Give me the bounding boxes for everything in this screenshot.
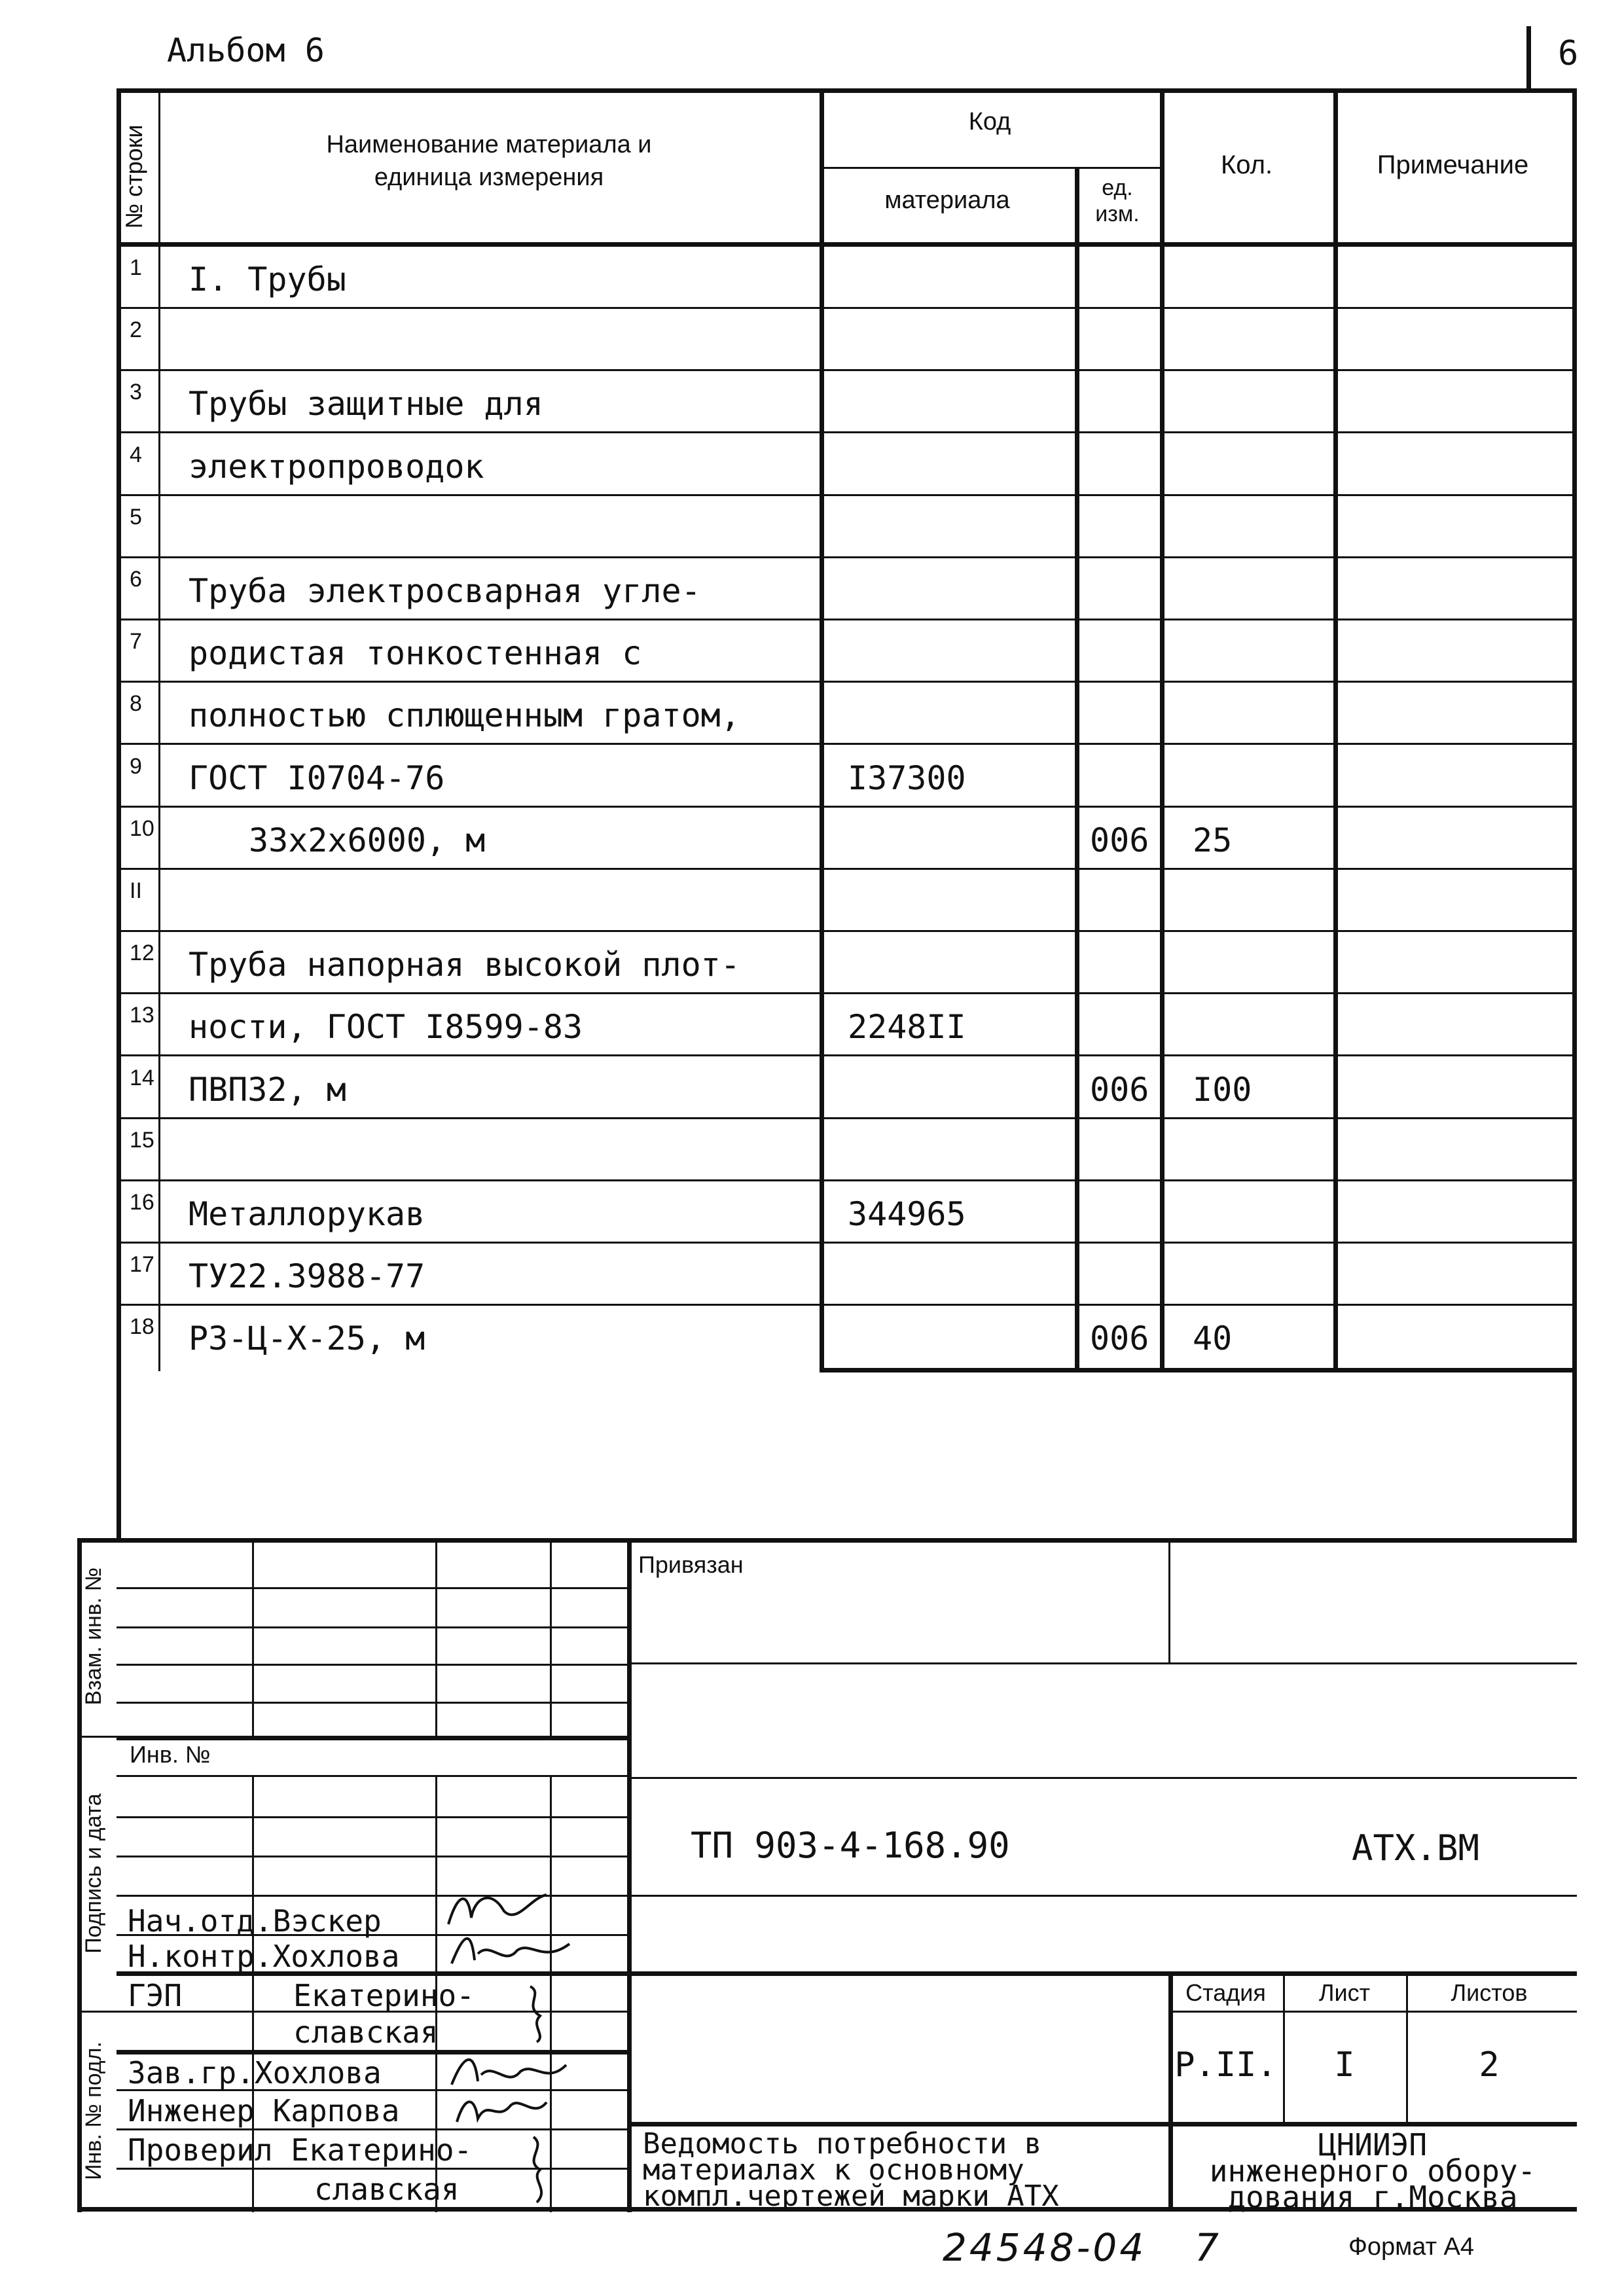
album-label: Альбом 6 <box>167 31 325 69</box>
right-h1 <box>627 1662 1577 1664</box>
person-8-name: славская <box>314 2172 460 2207</box>
sheet-value: I <box>1334 2045 1355 2085</box>
row-number: 8 <box>130 691 142 716</box>
header-bottom <box>117 242 1577 247</box>
row-number: 18 <box>130 1314 154 1339</box>
row-separator <box>117 1304 1577 1306</box>
right-h4 <box>627 1971 1577 1976</box>
row-number: 14 <box>130 1066 154 1090</box>
row-separator <box>117 992 1577 994</box>
side-label-inv-podl: Инв. № подл. <box>81 2041 106 2180</box>
material-code: 344965 <box>848 1195 966 1233</box>
table-bottom <box>820 1368 1577 1372</box>
material-code: 2248II <box>848 1008 966 1046</box>
sheets-label: Листов <box>1451 1979 1528 2006</box>
stage-h1 <box>1168 2011 1577 2013</box>
signature-6-icon <box>517 2130 563 2206</box>
material-name: ности, ГОСТ I8599-83 <box>189 1008 583 1046</box>
right-h2 <box>627 1777 1577 1779</box>
material-name: электропроводок <box>189 448 484 486</box>
quantity: 40 <box>1193 1319 1233 1357</box>
side-label-vzam: Взам. инв. № <box>81 1567 106 1706</box>
row-number: 7 <box>130 629 142 654</box>
stage-value: Р.II. <box>1174 2045 1277 2085</box>
doc-title-line1: Ведомость потребности в <box>643 2127 1042 2161</box>
doc-mark: АТХ.ВМ <box>1352 1827 1480 1869</box>
row-separator <box>117 743 1577 745</box>
row-separator <box>117 806 1577 808</box>
row-separator <box>117 868 1577 870</box>
grid-h1 <box>117 1587 627 1589</box>
grid-h7 <box>117 1816 627 1818</box>
org-line2: инженерного обору- <box>1209 2153 1536 2189</box>
doc-title-line2: материалах к основному <box>643 2153 1024 2187</box>
row-separator <box>117 369 1577 371</box>
privyazan-split <box>1168 1538 1170 1662</box>
org-line1: ЦНИИЭП <box>1318 2127 1428 2162</box>
grid-h2 <box>117 1626 627 1628</box>
frame-right <box>1572 88 1577 1538</box>
quantity: 25 <box>1193 821 1233 859</box>
grid-h6 <box>117 1775 627 1777</box>
header-note: Примечание <box>1377 151 1529 179</box>
material-code: I37300 <box>848 759 966 797</box>
row-number: 5 <box>130 505 142 529</box>
material-name: Р3-Ц-Х-25, м <box>189 1319 425 1357</box>
header-quantity: Кол. <box>1220 151 1273 179</box>
person-4-name: славская <box>293 2015 439 2050</box>
row-number: 10 <box>130 816 154 841</box>
signature-5-icon <box>452 2089 550 2128</box>
grid-v4 <box>627 1538 632 2212</box>
stamp-top <box>77 1538 1577 1543</box>
material-name: I. Трубы <box>189 260 346 298</box>
row-separator <box>117 1054 1577 1056</box>
grid-h4 <box>117 1702 627 1704</box>
header-name-line2: единица измерения <box>374 164 604 191</box>
header-code-material: материала <box>884 187 1010 214</box>
signature-2-icon <box>445 1928 576 1973</box>
unit-code: 006 <box>1090 1319 1149 1357</box>
grid-h8 <box>117 1856 627 1857</box>
right-h3 <box>627 1895 1577 1897</box>
grid-v1-top <box>252 1538 254 1736</box>
person-3-role: ГЭП <box>128 1978 183 2013</box>
grid-v3-top <box>550 1538 552 1736</box>
unit-code: 006 <box>1090 821 1149 859</box>
row-number: 1 <box>130 255 142 280</box>
row-separator <box>117 1242 1577 1244</box>
page-number: 6 <box>1558 34 1579 73</box>
col-rownum-right <box>158 88 160 1371</box>
side-label-podpis: Подпись и дата <box>81 1793 106 1954</box>
stage-h2 <box>627 2122 1577 2126</box>
col-name-right <box>820 88 824 1371</box>
row-separator <box>117 619 1577 620</box>
person-3-name: Екатерино- <box>293 1978 475 2013</box>
col-qty-right <box>1333 88 1338 1371</box>
row-number: 12 <box>130 941 154 965</box>
grid-h5 <box>117 1736 627 1740</box>
material-name: 33х2х6000, м <box>249 821 486 859</box>
row-separator <box>117 681 1577 683</box>
col-unit-right <box>1160 88 1164 1371</box>
person-5: Зав.гр.Хохлова <box>128 2055 382 2090</box>
row-number: 2 <box>130 317 142 342</box>
row-separator <box>117 307 1577 309</box>
sheet-label: Лист <box>1318 1979 1371 2006</box>
row-number: II <box>130 878 142 903</box>
header-name-line1: Наименование материала и <box>326 131 652 158</box>
header-code-unit-1: ед. <box>1102 175 1133 200</box>
row-separator <box>117 494 1577 496</box>
row-number: 3 <box>130 380 142 404</box>
row-number: 15 <box>130 1128 154 1153</box>
frame-top <box>117 88 1577 93</box>
header-code: Код <box>968 108 1011 135</box>
quantity: I00 <box>1193 1071 1252 1109</box>
archive-number: 24548-04 <box>943 2225 1147 2270</box>
sheets-value: 2 <box>1479 2045 1500 2085</box>
person-6: Инженер Карпова <box>128 2093 400 2128</box>
row-number: 13 <box>130 1003 154 1028</box>
signature-4-icon <box>445 2049 569 2094</box>
material-name: полностью сплющенным гратом, <box>189 696 740 734</box>
row-separator <box>117 1179 1577 1181</box>
row-separator <box>117 556 1577 558</box>
person-1: Нач.отд.Вэскер <box>128 1903 382 1939</box>
material-name: ГОСТ I0704-76 <box>189 759 445 797</box>
format-label: Формат А4 <box>1348 2233 1475 2261</box>
header-code-unit-2: изм. <box>1095 202 1140 226</box>
material-name: Металлорукав <box>189 1195 425 1233</box>
signature-3-icon <box>517 1980 556 2045</box>
grid-v2-top <box>435 1538 437 1736</box>
signature-1-icon <box>445 1885 550 1931</box>
person-2: Н.контр.Хохлова <box>128 1939 400 1974</box>
doc-code: ТП 903-4-168.90 <box>691 1825 1010 1866</box>
row-number: 17 <box>130 1252 154 1277</box>
col-material-right <box>1075 169 1079 1371</box>
header-row-number: № строки <box>120 124 147 229</box>
person-7: Проверил Екатерино- <box>128 2132 473 2168</box>
row-number: 6 <box>130 567 142 592</box>
frame-left <box>117 88 121 1538</box>
material-name: Трубы защитные для <box>189 385 543 423</box>
row-number: 9 <box>130 754 142 779</box>
row-separator <box>117 1117 1577 1119</box>
inv-no-label: Инв. № <box>130 1741 211 1768</box>
material-name: ПВП32, м <box>189 1071 346 1109</box>
material-name: Труба электросварная угле- <box>189 572 701 610</box>
grid-h9 <box>117 1895 627 1897</box>
header-divider <box>1526 26 1531 88</box>
material-name: родистая тонкостенная с <box>189 634 642 672</box>
org-line3: дования г.Москва <box>1227 2179 1518 2215</box>
row-separator <box>117 431 1577 433</box>
unit-code: 006 <box>1090 1071 1149 1109</box>
code-split <box>820 167 1160 169</box>
row-separator <box>117 930 1577 932</box>
material-name: ТУ22.3988-77 <box>189 1257 425 1295</box>
privyazan-label: Привязан <box>638 1551 744 1578</box>
material-name: Труба напорная высокой плот- <box>189 946 740 984</box>
row-number: 16 <box>130 1190 154 1215</box>
doc-title-line3: компл.чертежей марки АТХ <box>643 2179 1059 2213</box>
row-number: 4 <box>130 442 142 467</box>
grid-h3 <box>117 1664 627 1666</box>
stage-label: Стадия <box>1185 1979 1266 2006</box>
sheet-index: 7 <box>1195 2225 1219 2270</box>
